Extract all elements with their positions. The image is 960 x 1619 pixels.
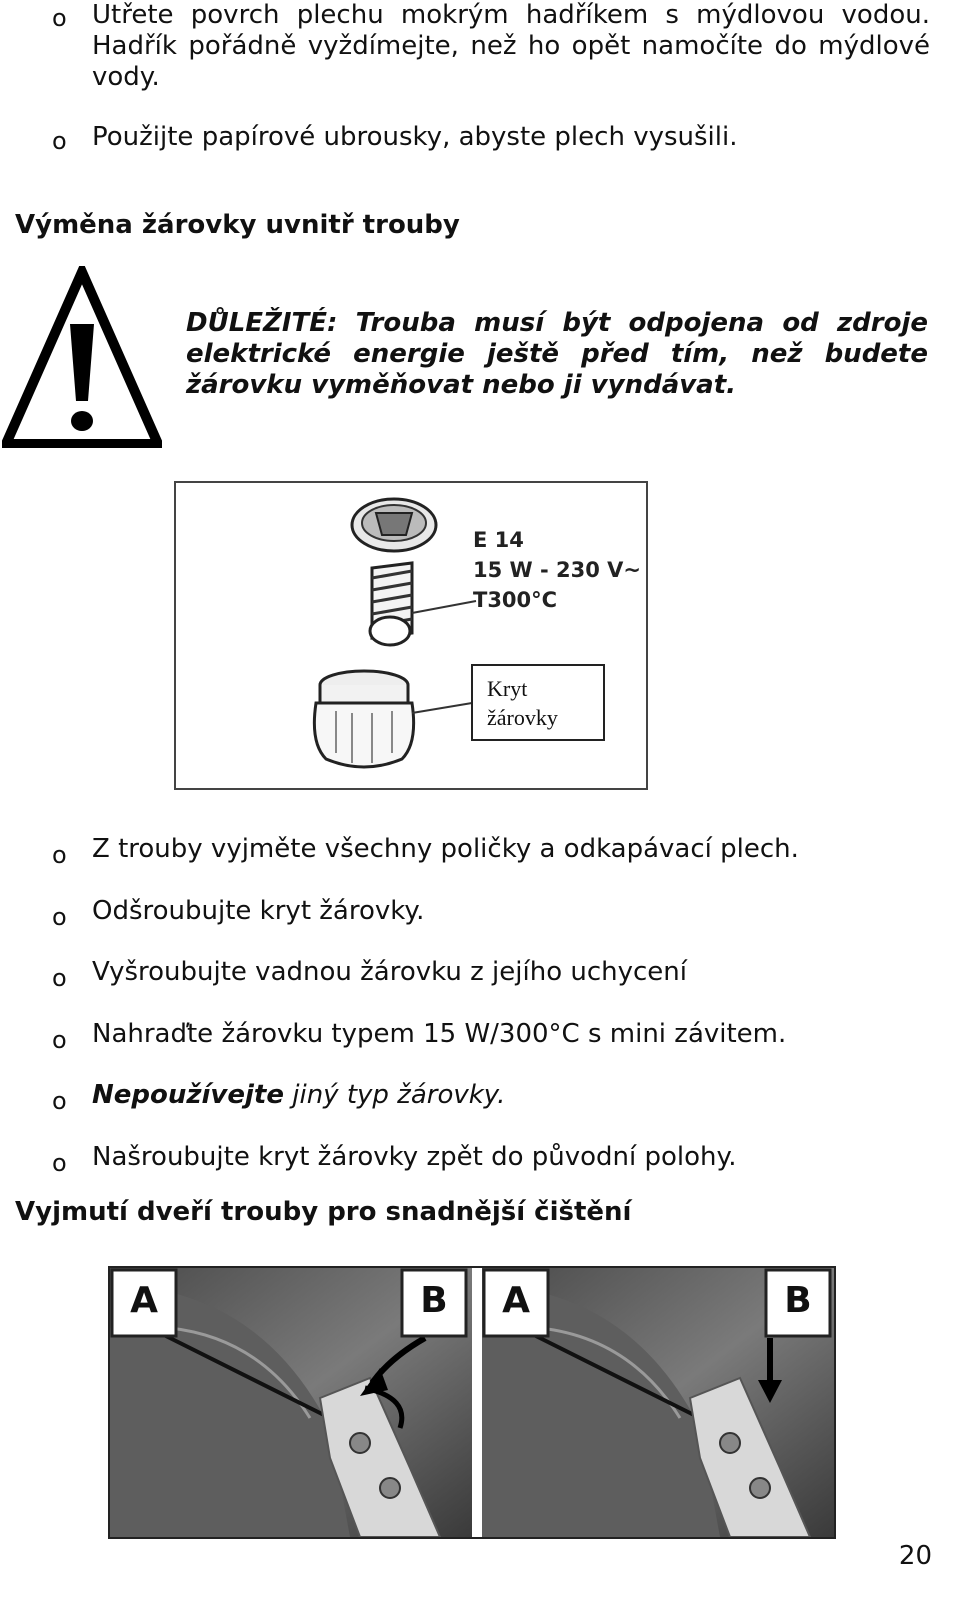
bullet: o [52, 127, 67, 155]
step-5-bold: Nepoužívejte [92, 1080, 284, 1110]
intro-paragraph-1 [92, 0, 930, 93]
spec-line: E 14 [473, 528, 524, 552]
bullet: o [52, 4, 67, 32]
intro-paragraph-2: Použijte papírové ubrousky, abyste plech vysušili. [92, 122, 738, 152]
text-line: vody. [92, 62, 160, 92]
warning-line: žárovku vyměňovat nebo ji vyndávat. [186, 370, 737, 400]
warning-triangle-icon [2, 266, 162, 448]
text-line: Utřete povrch plechu mokrým hadříkem s mýdlovou vodou. [92, 0, 930, 30]
bullet: o [52, 841, 67, 869]
section-heading-door: Vyjmutí dveří trouby pro snadnější čištění [15, 1197, 632, 1227]
bullet: o [52, 1026, 67, 1054]
bullet: o [52, 1087, 67, 1115]
label-a: A [130, 1280, 158, 1321]
warning-line: elektrické energie ještě před tím, než budete [186, 339, 928, 369]
warning-line: DŮLEŽITÉ: Trouba musí být odpojena od zdroje [186, 308, 928, 338]
step-1: Z trouby vyjměte všechny poličky a odkapávací plech. [92, 834, 799, 864]
warning-text [186, 308, 928, 401]
step-4: Nahraďte žárovku typem 15 W/300°C s mini závitem. [92, 1019, 787, 1049]
bulb-spec [473, 525, 641, 615]
label-a: A [502, 1280, 530, 1321]
text-line: Hadřík pořádně vyždímejte, než ho opět namočíte do mýdlové [92, 31, 930, 61]
step-2: Odšroubujte kryt žárovky. [92, 896, 425, 926]
step-6: Našroubujte kryt žárovky zpět do původní polohy. [92, 1142, 737, 1172]
callout-line: Kryt [487, 676, 528, 701]
door-hinge-photos [110, 1268, 834, 1537]
bullet: o [52, 1149, 67, 1177]
label-b: B [784, 1280, 812, 1321]
step-3: Vyšroubujte vadnou žárovku z jejího uchycení [92, 957, 687, 987]
bullet: o [52, 903, 67, 931]
door-hinge-figure [108, 1266, 836, 1539]
label-b: B [420, 1280, 448, 1321]
section-heading-bulb: Výměna žárovky uvnitř trouby [15, 210, 460, 240]
spec-line: T300°C [473, 588, 558, 612]
callout-line: žárovky [487, 705, 558, 730]
spec-line: 15 W - 230 V~ [473, 558, 642, 582]
bulb-cover-callout [471, 664, 605, 741]
bulb-figure [174, 481, 648, 790]
bullet: o [52, 964, 67, 992]
page-number: 20 [898, 1541, 932, 1571]
step-5-italic: jiný typ žárovky. [283, 1080, 506, 1110]
step-5 [92, 1080, 505, 1111]
